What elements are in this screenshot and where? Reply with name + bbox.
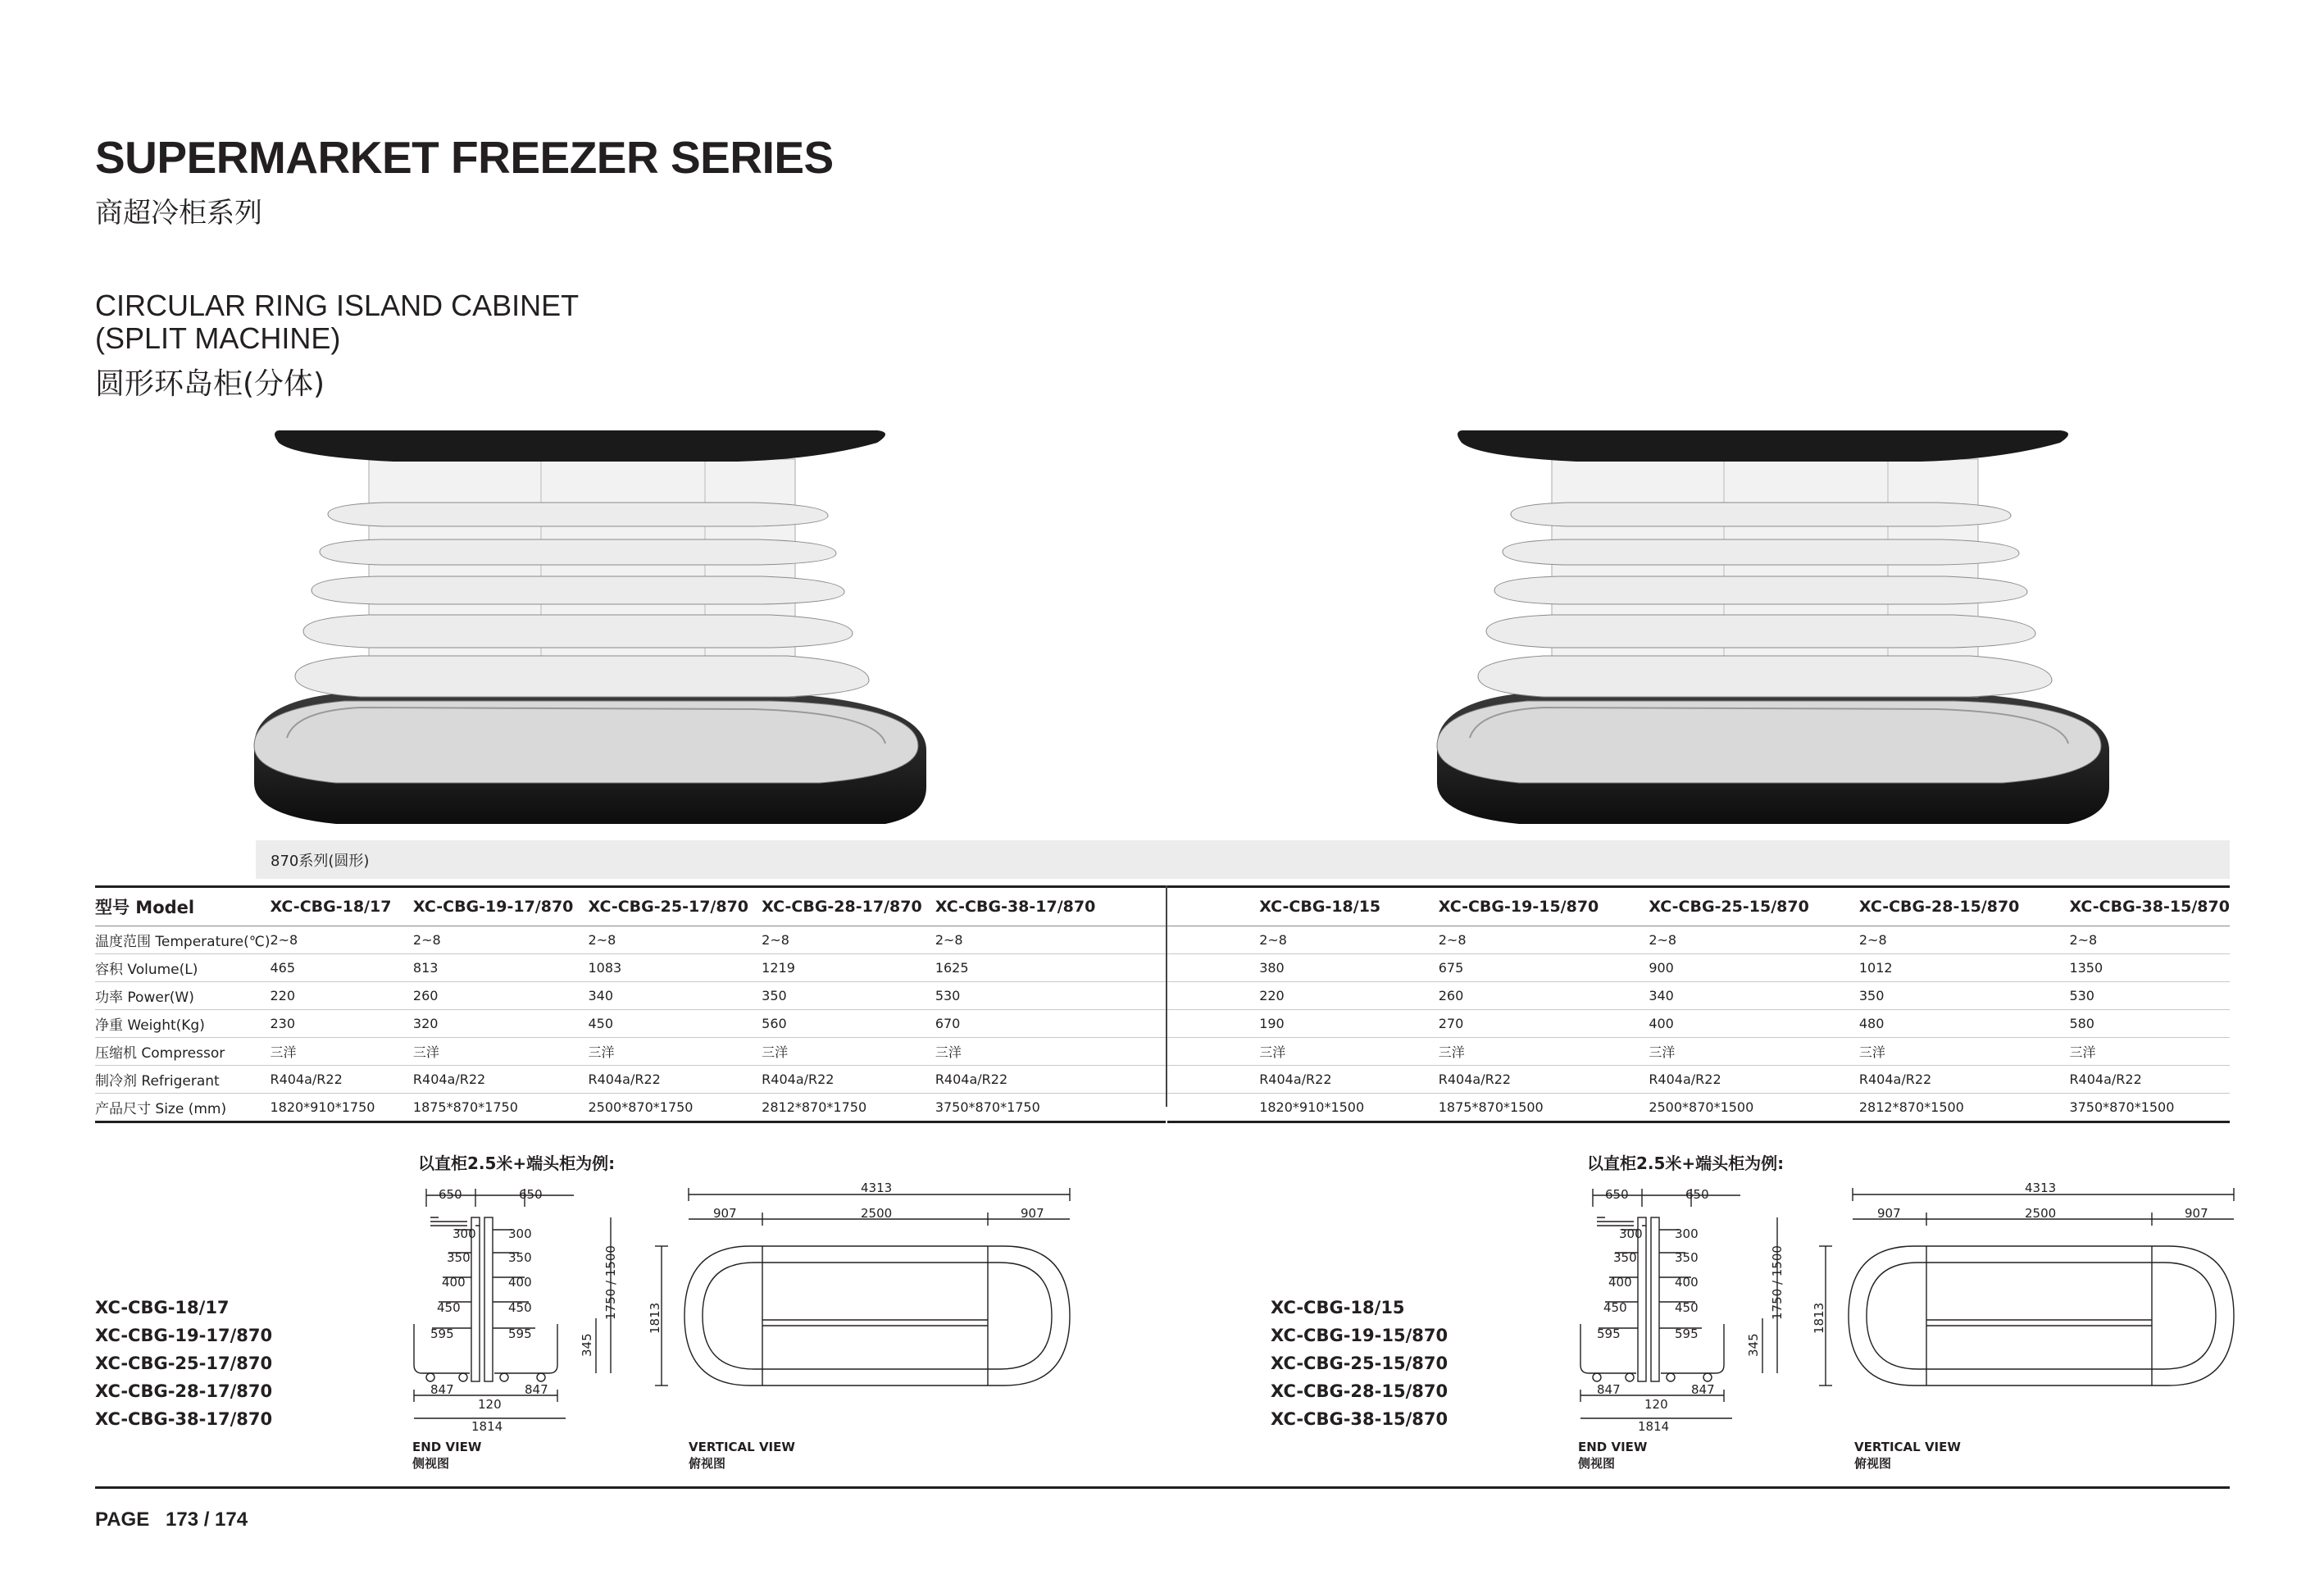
end-view-drawing-right xyxy=(1572,1181,1802,1435)
row-label: 净重 Weight(Kg) xyxy=(95,1010,270,1038)
table-cell: 2~8 xyxy=(413,926,589,954)
table-cell: 1350 xyxy=(2069,954,2230,982)
table-cell: 1820*910*1750 xyxy=(270,1094,412,1122)
list-item: XC-CBG-19-15/870 xyxy=(1271,1326,1449,1345)
table-cell: 1083 xyxy=(589,954,762,982)
table-cell: 1625 xyxy=(935,954,1166,982)
vertical-view-label-right xyxy=(1854,1439,1961,1472)
table-header-cell: XC-CBG-19-15/870 xyxy=(1439,887,1649,926)
dim-650b: 650 xyxy=(519,1187,543,1202)
table-row xyxy=(1167,1094,2230,1122)
table-cell: 270 xyxy=(1439,1010,1649,1038)
table-cell: R404a/R22 xyxy=(1439,1066,1649,1094)
series-label: 870系列(圆形) xyxy=(271,853,370,870)
table-cell: 3750*870*1750 xyxy=(935,1094,1166,1122)
table-cell: 1875*870*1500 xyxy=(1439,1094,1649,1122)
dim-300-right: 300 xyxy=(508,1226,532,1241)
table-spacer xyxy=(1167,1066,1259,1094)
table-cell: 2~8 xyxy=(935,926,1166,954)
table-row xyxy=(95,1038,1166,1066)
table-row xyxy=(1167,1066,2230,1094)
model-list-right xyxy=(1271,1294,1448,1433)
dim-4313: 4313 xyxy=(2025,1181,2057,1195)
table-cell: 2~8 xyxy=(1649,926,1859,954)
table-cell: 1219 xyxy=(762,954,935,982)
dim-595-left: 595 xyxy=(430,1326,454,1341)
table-cell: R404a/R22 xyxy=(935,1066,1166,1094)
row-label: 产品尺寸 Size (mm) xyxy=(95,1094,270,1122)
table-cell: 2~8 xyxy=(1439,926,1649,954)
table-cell: 400 xyxy=(1649,1010,1859,1038)
dim-650a: 650 xyxy=(1605,1187,1629,1202)
dim-350-left: 350 xyxy=(447,1250,471,1265)
table-cell: 220 xyxy=(1259,982,1439,1010)
table-row xyxy=(95,954,1166,982)
table-cell: 340 xyxy=(589,982,762,1010)
table-cell: 230 xyxy=(270,1010,412,1038)
dim-907a: 907 xyxy=(1877,1206,1901,1221)
vertical-view-caption: VERTICAL VIEW xyxy=(1854,1440,1961,1454)
table-row xyxy=(1167,926,2230,954)
table-cell: 2~8 xyxy=(1259,926,1439,954)
dim-350-right: 350 xyxy=(1675,1250,1699,1265)
table-row xyxy=(95,1066,1166,1094)
dim-height: 1750 / 1500 xyxy=(1770,1245,1785,1320)
table-cell: 380 xyxy=(1259,954,1439,982)
example-caption-right: 以直柜2.5米+端头柜为例: xyxy=(1587,1153,1785,1173)
dim-847a: 847 xyxy=(1597,1382,1621,1397)
dim-2500: 2500 xyxy=(861,1206,893,1221)
table-cell: 三洋 xyxy=(1259,1038,1439,1066)
table-row xyxy=(1167,1010,2230,1038)
table-row xyxy=(1167,1038,2230,1066)
table-row xyxy=(95,926,1166,954)
list-item: XC-CBG-38-17/870 xyxy=(95,1409,273,1429)
dim-300-left: 300 xyxy=(453,1226,476,1241)
table-cell: R404a/R22 xyxy=(762,1066,935,1094)
dim-450-left: 450 xyxy=(437,1300,461,1315)
table-cell: 350 xyxy=(1859,982,2070,1010)
table-cell: 3750*870*1500 xyxy=(2069,1094,2230,1122)
product-image-right xyxy=(1429,422,2134,832)
table-header-cell: XC-CBG-18/17 xyxy=(270,887,412,926)
table-cell: 2~8 xyxy=(589,926,762,954)
table-cell: 三洋 xyxy=(1859,1038,2070,1066)
table-cell: R404a/R22 xyxy=(413,1066,589,1094)
list-item: XC-CBG-38-15/870 xyxy=(1271,1409,1449,1429)
table-cell: 2500*870*1500 xyxy=(1649,1094,1859,1122)
table-cell: 450 xyxy=(589,1010,762,1038)
dim-350-left: 350 xyxy=(1613,1250,1637,1265)
table-spacer xyxy=(1167,1038,1259,1066)
table-spacer xyxy=(1167,982,1259,1010)
dim-345: 345 xyxy=(1746,1333,1761,1357)
dim-450-right: 450 xyxy=(508,1300,532,1315)
vertical-view-caption: VERTICAL VIEW xyxy=(689,1440,795,1454)
model-list-left xyxy=(95,1294,272,1433)
list-item: XC-CBG-19-17/870 xyxy=(95,1326,273,1345)
table-cell: 2~8 xyxy=(1859,926,2070,954)
table-header-row xyxy=(95,887,1166,926)
end-view-caption: END VIEW xyxy=(412,1440,482,1454)
table-cell: 675 xyxy=(1439,954,1649,982)
table-cell: 2~8 xyxy=(270,926,412,954)
vertical-view-drawing xyxy=(648,1181,1078,1422)
table-spacer xyxy=(1167,1094,1259,1122)
table-cell: 260 xyxy=(413,982,589,1010)
dim-907a: 907 xyxy=(713,1206,737,1221)
table-cell: 三洋 xyxy=(1649,1038,1859,1066)
series-header-bar xyxy=(256,840,2230,879)
dim-595-right: 595 xyxy=(1675,1326,1699,1341)
end-view-label xyxy=(412,1439,481,1472)
table-cell: 三洋 xyxy=(589,1038,762,1066)
dim-400-left: 400 xyxy=(1608,1275,1632,1290)
page-subtitle-cn: 商超冷柜系列 xyxy=(95,197,262,230)
dim-1814: 1814 xyxy=(471,1419,503,1434)
table-cell: R404a/R22 xyxy=(270,1066,412,1094)
list-item: XC-CBG-28-17/870 xyxy=(95,1381,273,1401)
table-header-cell: XC-CBG-38-17/870 xyxy=(935,887,1166,926)
list-item: XC-CBG-25-15/870 xyxy=(1271,1354,1449,1373)
table-cell: 580 xyxy=(2069,1010,2230,1038)
product-image-left xyxy=(246,422,951,832)
table-cell: 465 xyxy=(270,954,412,982)
spec-table-left xyxy=(95,885,1166,1123)
table-cell: R404a/R22 xyxy=(2069,1066,2230,1094)
table-cell: R404a/R22 xyxy=(1259,1066,1439,1094)
dim-height: 1750 / 1500 xyxy=(603,1245,618,1320)
dim-400-left: 400 xyxy=(442,1275,466,1290)
table-header-cell: XC-CBG-25-17/870 xyxy=(589,887,762,926)
table-cell: 三洋 xyxy=(413,1038,589,1066)
table-cell: 1012 xyxy=(1859,954,2070,982)
dim-847b: 847 xyxy=(525,1382,548,1397)
example-caption: 以直柜2.5米+端头柜为例: xyxy=(418,1153,616,1173)
table-cell: 480 xyxy=(1859,1010,2070,1038)
table-header-row xyxy=(1167,887,2230,926)
row-label: 温度范围 Temperature(℃) xyxy=(95,926,270,954)
page-number: 173 / 174 xyxy=(166,1508,248,1531)
table-header-cell: XC-CBG-28-17/870 xyxy=(762,887,935,926)
dim-120: 120 xyxy=(478,1397,502,1412)
dim-120: 120 xyxy=(1644,1397,1668,1412)
table-cell: 320 xyxy=(413,1010,589,1038)
table-cell: 2~8 xyxy=(2069,926,2230,954)
dim-400-right: 400 xyxy=(508,1275,532,1290)
dim-300-right: 300 xyxy=(1675,1226,1699,1241)
table-row xyxy=(95,982,1166,1010)
table-row xyxy=(1167,954,2230,982)
dim-907b: 907 xyxy=(2185,1206,2208,1221)
table-cell: 340 xyxy=(1649,982,1859,1010)
end-view-drawing xyxy=(406,1181,635,1435)
table-cell: 530 xyxy=(2069,982,2230,1010)
table-row xyxy=(95,1094,1166,1122)
dim-1814: 1814 xyxy=(1638,1419,1670,1434)
table-cell: R404a/R22 xyxy=(1649,1066,1859,1094)
dim-847a: 847 xyxy=(430,1382,454,1397)
row-label: 功率 Power(W) xyxy=(95,982,270,1010)
table-cell: R404a/R22 xyxy=(1859,1066,2070,1094)
row-label: 容积 Volume(L) xyxy=(95,954,270,982)
dim-1813: 1813 xyxy=(1812,1302,1826,1334)
table-cell: 220 xyxy=(270,982,412,1010)
table-header-cell: XC-CBG-25-15/870 xyxy=(1649,887,1859,926)
list-item: XC-CBG-18/17 xyxy=(95,1298,230,1317)
table-cell: 2812*870*1750 xyxy=(762,1094,935,1122)
table-cell: 813 xyxy=(413,954,589,982)
table-spacer xyxy=(1167,954,1259,982)
vertical-view-caption-cn: 俯视图 xyxy=(689,1456,726,1471)
table-header-cell: 型号 Model xyxy=(95,887,270,926)
vertical-view-caption-cn: 俯视图 xyxy=(1854,1456,1892,1471)
dim-350-right: 350 xyxy=(508,1250,532,1265)
table-cell: 900 xyxy=(1649,954,1859,982)
dim-595-right: 595 xyxy=(508,1326,532,1341)
dim-345: 345 xyxy=(580,1333,594,1357)
dim-907b: 907 xyxy=(1021,1206,1044,1221)
table-cell: 三洋 xyxy=(935,1038,1166,1066)
dim-4313: 4313 xyxy=(861,1181,893,1195)
dim-847b: 847 xyxy=(1691,1382,1715,1397)
spec-table-right xyxy=(1167,885,2230,1123)
table-cell: 三洋 xyxy=(270,1038,412,1066)
dim-400-right: 400 xyxy=(1675,1275,1699,1290)
dim-450-left: 450 xyxy=(1603,1300,1627,1315)
vertical-view-drawing-right xyxy=(1812,1181,2242,1422)
table-header-cell: XC-CBG-19-17/870 xyxy=(413,887,589,926)
table-cell: 190 xyxy=(1259,1010,1439,1038)
section-title: CIRCULAR RING ISLAND CABINET xyxy=(95,289,580,322)
page-label: PAGE xyxy=(95,1508,150,1531)
table-cell: 530 xyxy=(935,982,1166,1010)
table-row xyxy=(95,1010,1166,1038)
dim-650b: 650 xyxy=(1685,1187,1709,1202)
dim-2500: 2500 xyxy=(2025,1206,2057,1221)
section-title-line2: (SPLIT MACHINE) xyxy=(95,321,341,355)
section-title-cn: 圆形环岛柜(分体) xyxy=(95,367,325,401)
row-label: 制冷剂 Refrigerant xyxy=(95,1066,270,1094)
table-cell: 1820*910*1500 xyxy=(1259,1094,1439,1122)
table-cell: 260 xyxy=(1439,982,1649,1010)
table-header-spacer xyxy=(1167,887,1259,926)
table-header-cell: XC-CBG-18/15 xyxy=(1259,887,1439,926)
table-row xyxy=(1167,982,2230,1010)
footer-divider xyxy=(95,1486,2230,1489)
dim-650a: 650 xyxy=(439,1187,462,1202)
table-cell: 350 xyxy=(762,982,935,1010)
table-cell: 三洋 xyxy=(2069,1038,2230,1066)
table-cell: 2812*870*1500 xyxy=(1859,1094,2070,1122)
table-cell: 2500*870*1750 xyxy=(589,1094,762,1122)
end-view-caption-cn: 侧视图 xyxy=(1578,1456,1616,1471)
row-label: 压缩机 Compressor xyxy=(95,1038,270,1066)
table-header-cell: XC-CBG-38-15/870 xyxy=(2069,887,2230,926)
table-cell: R404a/R22 xyxy=(589,1066,762,1094)
list-item: XC-CBG-28-15/870 xyxy=(1271,1381,1449,1401)
table-spacer xyxy=(1167,1010,1259,1038)
table-cell: 2~8 xyxy=(762,926,935,954)
table-cell: 560 xyxy=(762,1010,935,1038)
end-view-caption: END VIEW xyxy=(1578,1440,1648,1454)
table-spacer xyxy=(1167,926,1259,954)
dim-300-left: 300 xyxy=(1619,1226,1643,1241)
list-item: XC-CBG-18/15 xyxy=(1271,1298,1405,1317)
list-item: XC-CBG-25-17/870 xyxy=(95,1354,273,1373)
dim-450-right: 450 xyxy=(1675,1300,1699,1315)
end-view-label-right xyxy=(1578,1439,1647,1472)
dim-595-left: 595 xyxy=(1597,1326,1621,1341)
table-cell: 三洋 xyxy=(1439,1038,1649,1066)
vertical-view-label xyxy=(689,1439,795,1472)
table-cell: 1875*870*1750 xyxy=(413,1094,589,1122)
dim-1813: 1813 xyxy=(648,1302,662,1334)
page-title: SUPERMARKET FREEZER SERIES xyxy=(95,132,834,183)
table-cell: 670 xyxy=(935,1010,1166,1038)
table-cell: 三洋 xyxy=(762,1038,935,1066)
end-view-caption-cn: 侧视图 xyxy=(412,1456,450,1471)
table-header-cell: XC-CBG-28-15/870 xyxy=(1859,887,2070,926)
